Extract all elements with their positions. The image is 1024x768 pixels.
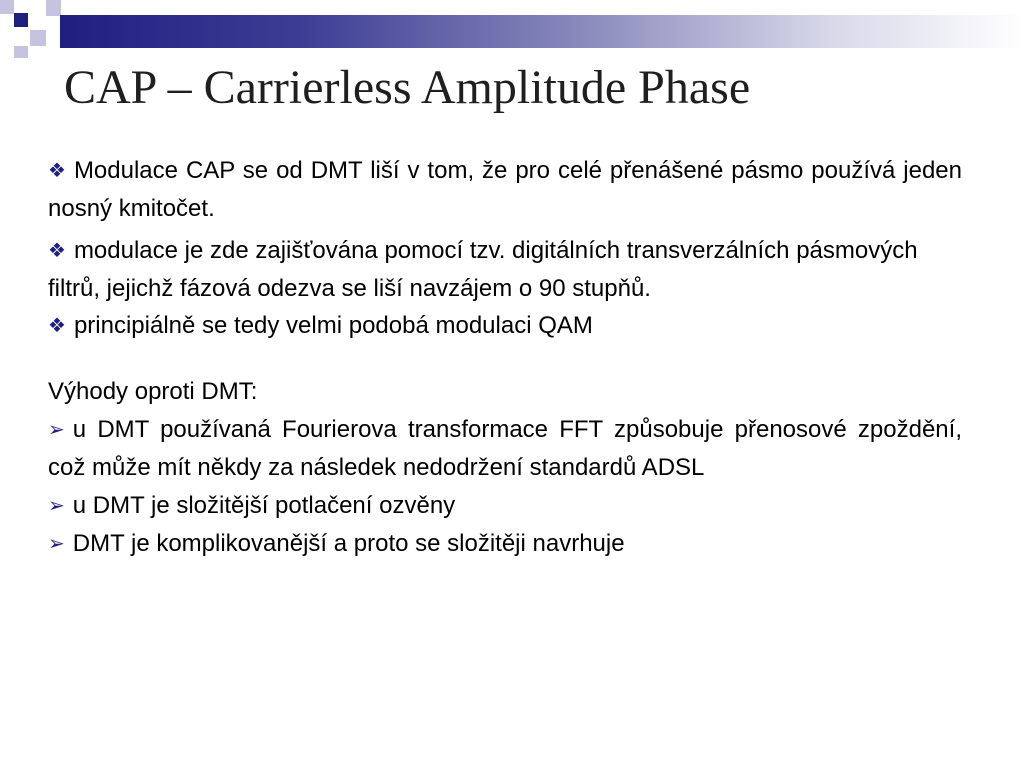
decor-square	[14, 46, 28, 58]
arrow-bullet-icon: ➢	[48, 533, 65, 555]
advantage-text: DMT je komplikovanější a proto se složitěji navrhuje	[72, 530, 625, 557]
bullet-text: modulace je zde zajišťována pomocí tzv. digitálních transverzálních pásmových filtrů, jejichž fázová odezva se liší navzájem o 90 stupňů.	[48, 237, 918, 302]
bullet-text: principiálně se tedy velmi podobá modulaci QAM	[73, 312, 593, 339]
bullet-text: Modulace CAP se od DMT liší v tom, že pro celé přenášené pásmo používá jeden nosný kmitočet.	[48, 157, 962, 222]
header-gradient-band	[60, 15, 1024, 48]
arrow-bullet-icon: ➢	[48, 419, 65, 441]
advantage-text: u DMT je složitější potlačení ozvěny	[72, 492, 456, 519]
advantage-item	[48, 411, 962, 487]
advantage-item	[48, 525, 962, 563]
spacer	[48, 345, 962, 373]
decor-square	[14, 13, 28, 27]
diamond-bullet-icon: ❖	[48, 160, 66, 182]
decor-square	[30, 30, 46, 46]
advantages-heading: Výhody oproti DMT:	[48, 378, 258, 405]
diamond-bullet-icon: ❖	[48, 315, 66, 337]
advantages-list	[48, 411, 962, 563]
decor-square	[0, 0, 14, 14]
bullet-item	[48, 152, 962, 228]
arrow-bullet-icon: ➢	[48, 495, 65, 517]
slide-title: CAP – Carrierless Amplitude Phase	[64, 61, 751, 114]
decor-square	[46, 0, 61, 16]
slide-content	[48, 152, 962, 563]
advantage-text: u DMT používaná Fourierova transformace FFT způsobuje přenosové zpoždění, což může mít někdy za následek nedodržení standardů ADSL	[48, 416, 962, 481]
bullet-item	[48, 232, 962, 307]
bullet-item	[48, 307, 962, 345]
diamond-bullet-icon: ❖	[48, 240, 66, 262]
advantage-item	[48, 487, 962, 525]
